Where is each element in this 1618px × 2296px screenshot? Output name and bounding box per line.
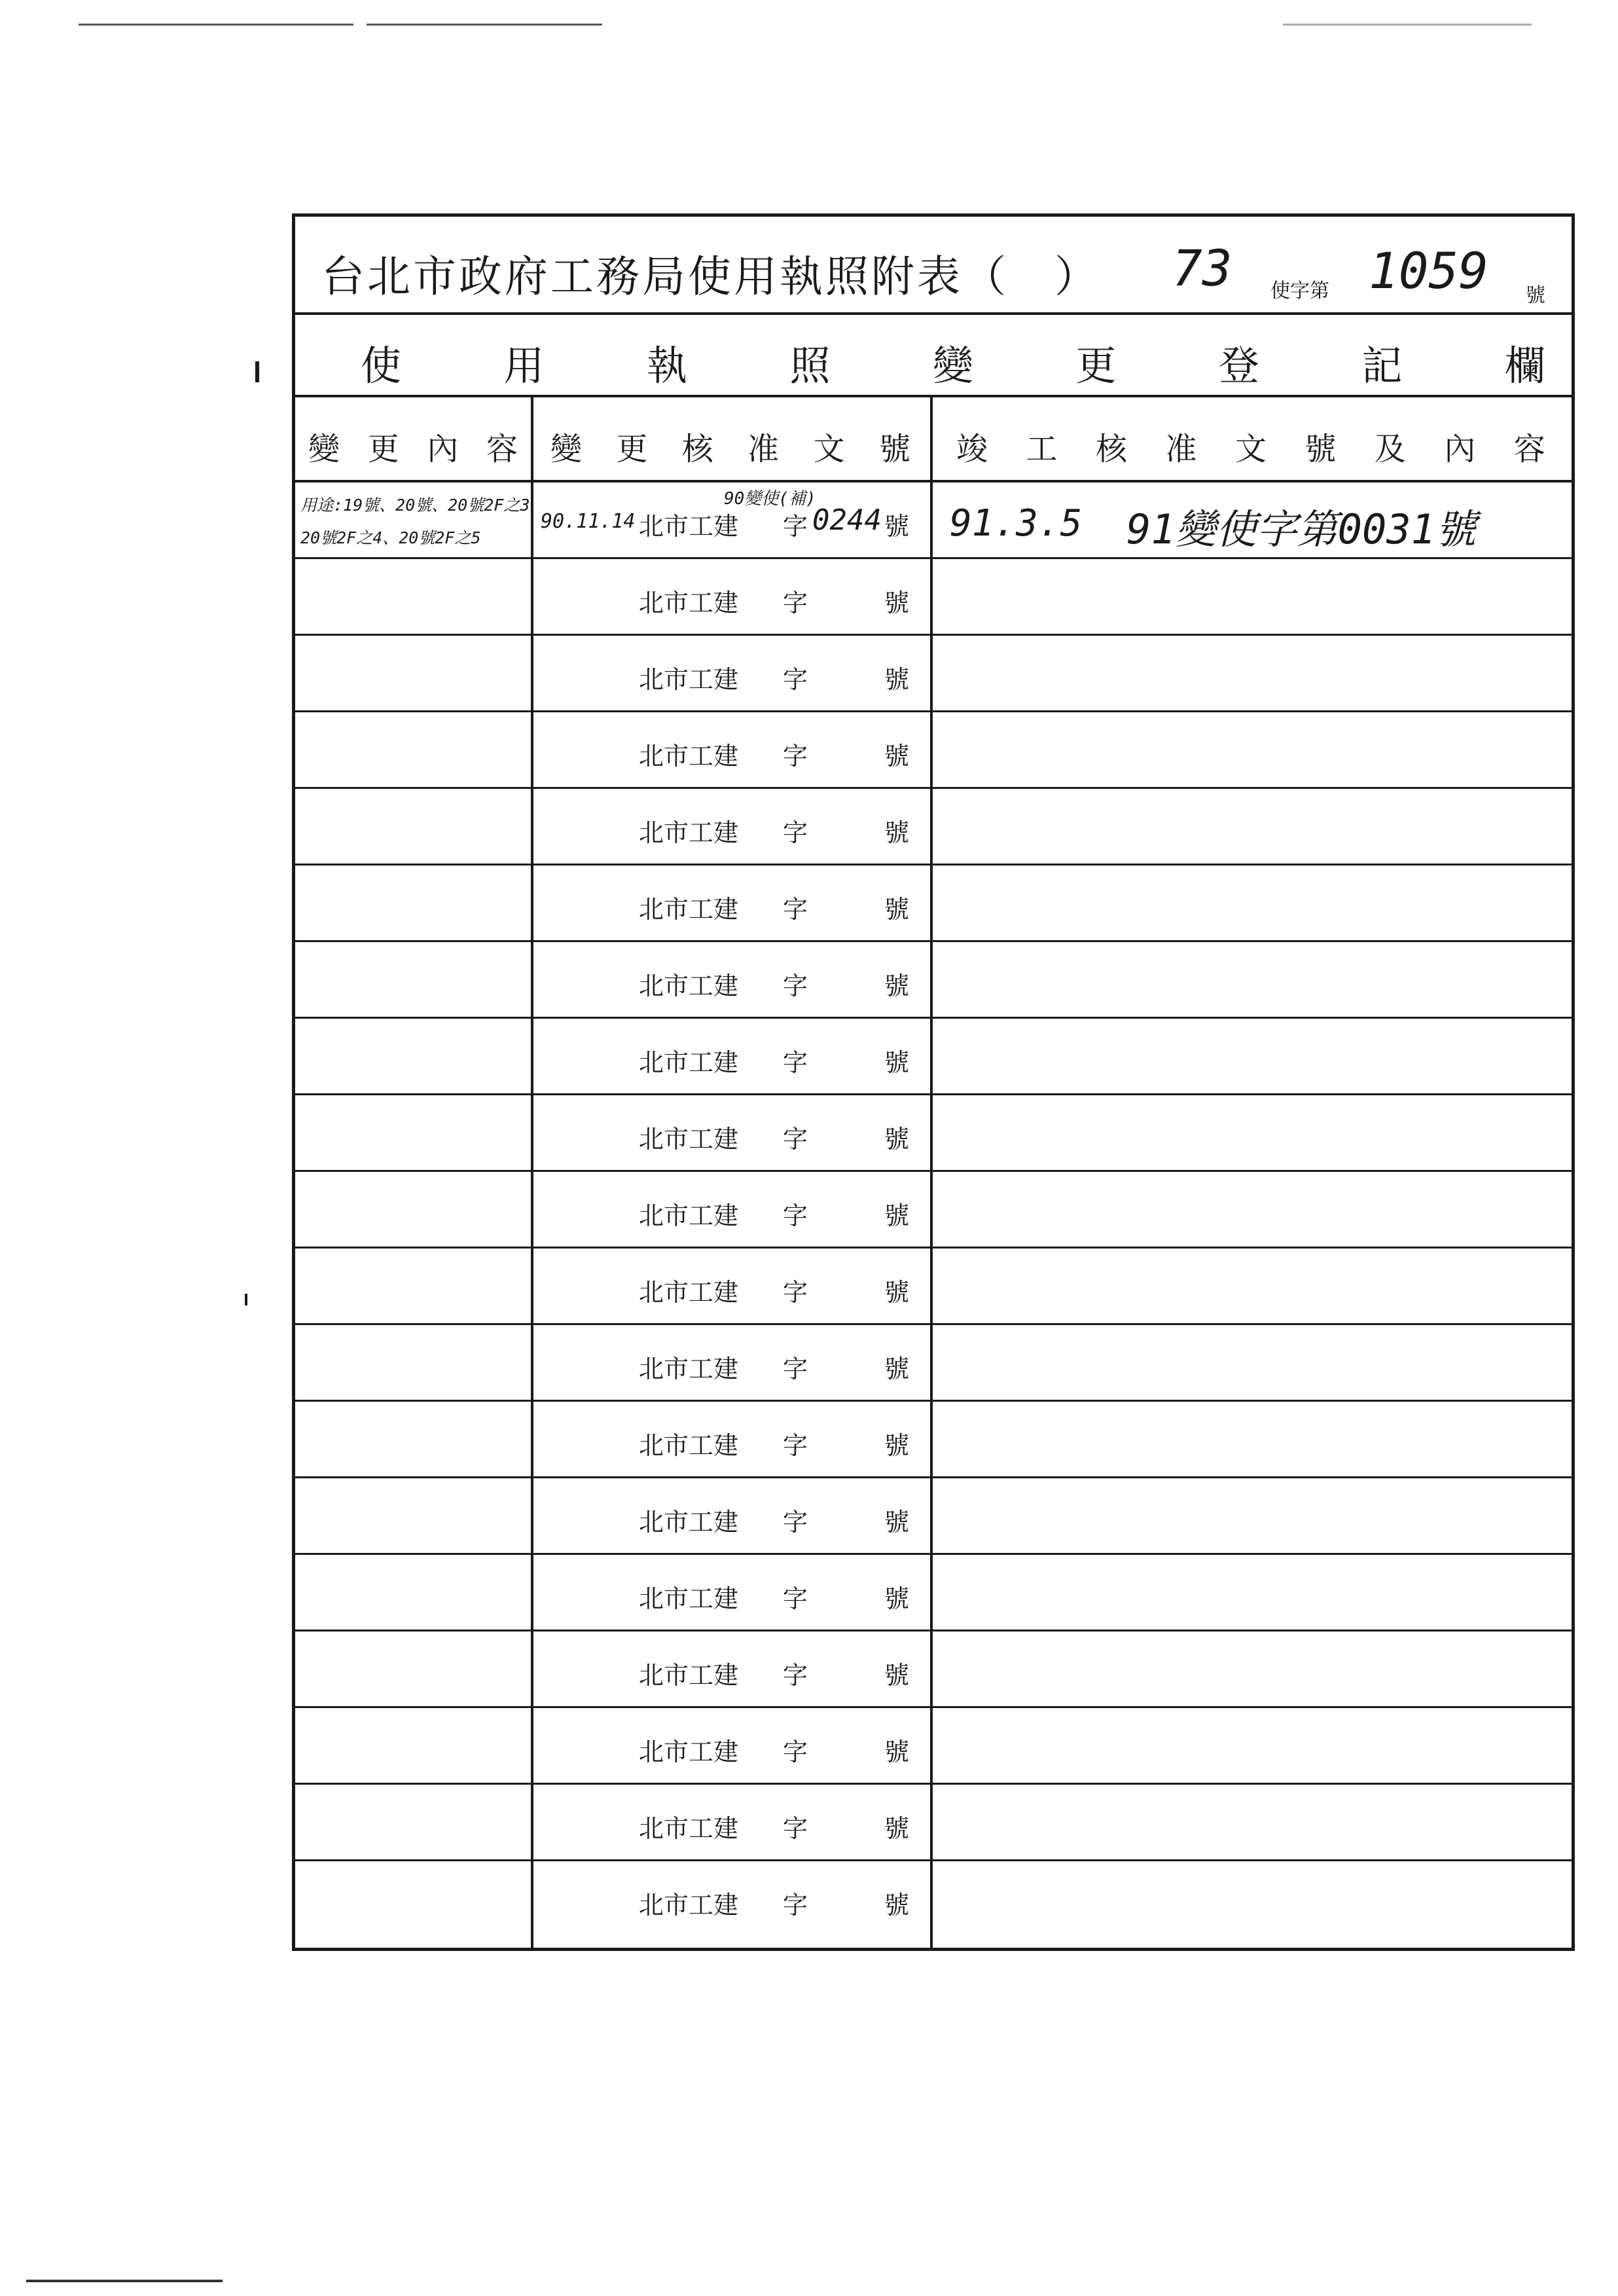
scan-artifact-top-mid xyxy=(367,24,602,26)
zi-label: 字 xyxy=(783,1584,808,1613)
table-row xyxy=(295,1861,1572,1938)
zi-label: 字 xyxy=(783,1891,808,1920)
change-content: 用途:19號、20號、20號2F之3 20號2F之4、20號2F之5 xyxy=(300,496,530,547)
approval-date: 90.11.14 xyxy=(541,510,636,533)
title-suffix: 號 xyxy=(1526,284,1545,307)
office-stamp: 北市工建 xyxy=(639,1508,739,1537)
section-header-char: 記 xyxy=(1361,342,1403,390)
section-header-char: 變 xyxy=(932,342,973,390)
zi-label: 字 xyxy=(783,895,808,924)
office-stamp: 北市工建 xyxy=(639,665,739,694)
section-header-char: 用 xyxy=(503,342,545,390)
zi-label: 字 xyxy=(783,742,808,771)
hao-label: 號 xyxy=(884,665,910,694)
zi-label: 字 xyxy=(783,1508,808,1537)
office-stamp: 北市工建 xyxy=(639,1201,739,1230)
zi-label: 字 xyxy=(783,512,808,541)
table-row xyxy=(295,636,1572,712)
hao-label: 號 xyxy=(884,589,910,617)
usage-permit-form xyxy=(292,213,1575,1951)
hao-label: 號 xyxy=(884,1278,910,1307)
table-row xyxy=(295,1555,1572,1631)
completion-date: 91.3.5 xyxy=(950,502,1083,545)
permit-number: 1059 xyxy=(1369,242,1489,300)
margin-mark xyxy=(245,1294,247,1305)
section-header-char: 欄 xyxy=(1504,342,1545,390)
hao-label: 號 xyxy=(884,972,910,1000)
column-header-completion: 竣 工 核 准 文 號 及 內 容 xyxy=(956,431,1545,467)
approval-number: 0244 xyxy=(812,503,882,537)
table-row xyxy=(295,1325,1572,1402)
office-stamp: 北市工建 xyxy=(639,972,739,1000)
form-title: 台北市政府工務局使用執照附表（ ） xyxy=(321,251,1100,302)
office-stamp: 北市工建 xyxy=(639,589,739,617)
hao-label: 號 xyxy=(884,1508,910,1537)
zi-label: 字 xyxy=(783,1814,808,1843)
hao-label: 號 xyxy=(884,1891,910,1920)
table-row xyxy=(295,1631,1572,1708)
section-header-char: 照 xyxy=(789,342,831,390)
section-header-char: 執 xyxy=(646,342,687,390)
hao-label: 號 xyxy=(884,1661,910,1690)
handwritten-number: 73 xyxy=(1172,239,1232,297)
completion-number: 91變使字第0031號 xyxy=(1126,505,1476,553)
zi-label: 字 xyxy=(783,972,808,1000)
section-header-char: 使 xyxy=(361,342,402,390)
table-row xyxy=(295,1095,1572,1172)
zi-label: 字 xyxy=(783,1201,808,1230)
section-header-char: 更 xyxy=(1075,342,1117,390)
table-row xyxy=(295,866,1572,942)
office-stamp: 北市工建 xyxy=(639,1431,739,1460)
hao-label: 號 xyxy=(884,1584,910,1613)
column-header-approval-number: 變 更 核 准 文 號 xyxy=(550,431,910,467)
hao-label: 號 xyxy=(884,1738,910,1766)
office-stamp: 北市工建 xyxy=(639,1661,739,1690)
table-row xyxy=(295,1019,1572,1095)
register-rows xyxy=(295,483,1572,1938)
scan-artifact-bottom xyxy=(26,2280,223,2282)
form-title-row xyxy=(295,217,1572,315)
table-row xyxy=(295,559,1572,636)
section-header xyxy=(361,333,1545,392)
hao-label: 號 xyxy=(884,512,910,541)
zi-label: 字 xyxy=(783,1355,808,1383)
hao-label: 號 xyxy=(884,1431,910,1460)
hao-label: 號 xyxy=(884,1201,910,1230)
approval-note: 90變使(補) xyxy=(724,489,816,509)
column-header-row xyxy=(295,397,1572,483)
zi-label: 字 xyxy=(783,1278,808,1307)
table-row xyxy=(295,483,1572,559)
table-row xyxy=(295,1402,1572,1478)
table-row xyxy=(295,789,1572,866)
hao-label: 號 xyxy=(884,895,910,924)
office-stamp: 北市工建 xyxy=(639,1048,739,1077)
office-stamp: 北市工建 xyxy=(639,1814,739,1843)
zi-label: 字 xyxy=(783,1738,808,1766)
table-row xyxy=(295,1478,1572,1555)
table-row xyxy=(295,1708,1572,1785)
section-header-row xyxy=(295,315,1572,397)
office-stamp: 北市工建 xyxy=(639,1738,739,1766)
zi-label: 字 xyxy=(783,818,808,847)
zi-label: 字 xyxy=(783,1048,808,1077)
office-stamp: 北市工建 xyxy=(639,895,739,924)
office-stamp: 北市工建 xyxy=(639,1278,739,1307)
section-header-char: 登 xyxy=(1218,342,1259,390)
office-stamp: 北市工建 xyxy=(639,1584,739,1613)
scan-artifact-top-right xyxy=(1283,24,1532,26)
hao-label: 號 xyxy=(884,1355,910,1383)
scan-artifact-top-left xyxy=(79,24,353,26)
hao-label: 號 xyxy=(884,742,910,771)
office-stamp: 北市工建 xyxy=(639,742,739,771)
margin-mark xyxy=(255,361,259,382)
zi-label: 字 xyxy=(783,1661,808,1690)
hao-label: 號 xyxy=(884,1814,910,1843)
office-stamp: 北市工建 xyxy=(639,1891,739,1920)
hao-label: 號 xyxy=(884,1125,910,1154)
table-row xyxy=(295,1172,1572,1248)
hao-label: 號 xyxy=(884,818,910,847)
table-row xyxy=(295,712,1572,789)
office-stamp: 北市工建 xyxy=(639,1125,739,1154)
office-stamp: 北市工建 xyxy=(639,818,739,847)
zi-label: 字 xyxy=(783,1125,808,1154)
office-stamp: 北市工建 xyxy=(639,1355,739,1383)
table-row xyxy=(295,1785,1572,1861)
hao-label: 號 xyxy=(884,1048,910,1077)
zi-label: 字 xyxy=(783,1431,808,1460)
table-row xyxy=(295,1248,1572,1325)
permit-prefix: 使字第 xyxy=(1270,280,1329,302)
table-row xyxy=(295,942,1572,1019)
zi-label: 字 xyxy=(783,589,808,617)
zi-label: 字 xyxy=(783,665,808,694)
column-header-change-content: 變 更 內 容 xyxy=(308,431,518,467)
office-stamp: 北市工建 xyxy=(639,512,739,541)
